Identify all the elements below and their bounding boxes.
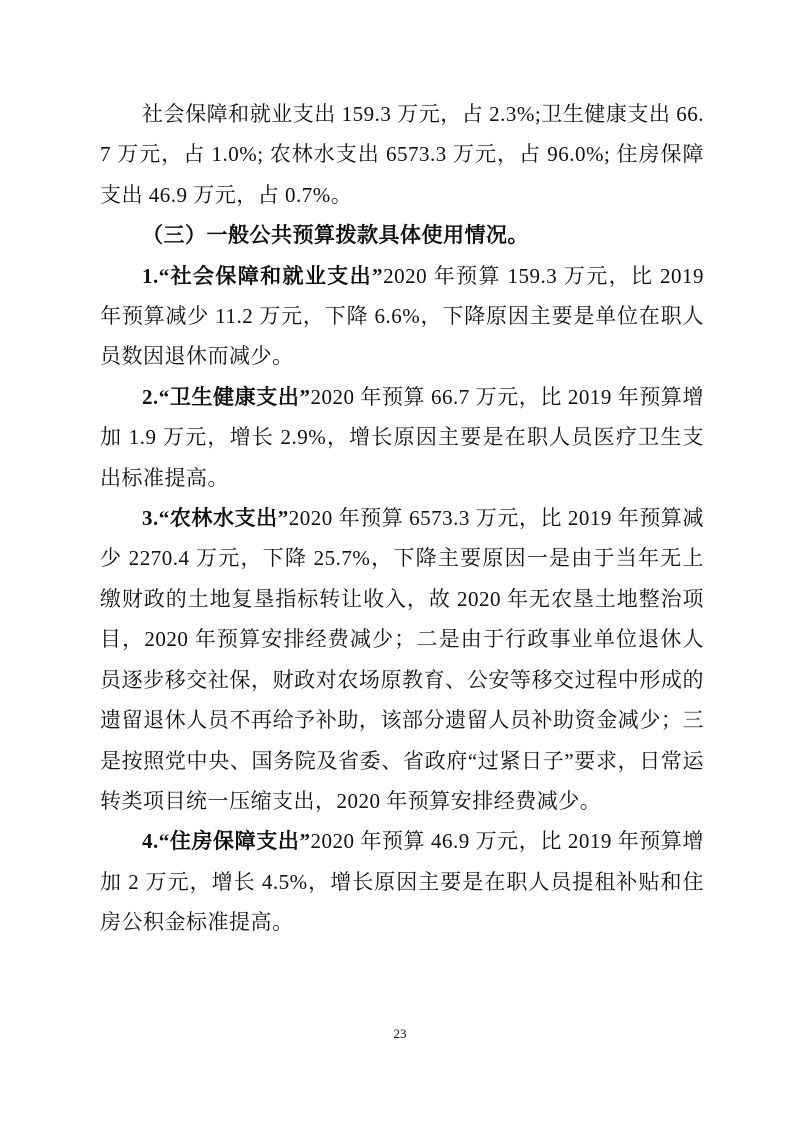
item-4-body: 2020 年预算 46.9 万元，比 2019 年预算增加 2 万元，增长 4.5%，增长原因主要是在职人员提租补贴和住房公积金标准提高。 — [100, 829, 705, 935]
item-2-title: 2.“卫生健康支出” — [142, 384, 311, 409]
item-2-body: 2020 年预算 66.7 万元，比 2019 年预算增加 1.9 万元，增长 2.9%，增长原因主要是在职人员医疗卫生支出标准提高。 — [100, 384, 705, 490]
item-1-title: 1.“社会保障和就业支出” — [142, 263, 384, 288]
intro-paragraph — [100, 94, 704, 215]
section-heading: （三）一般公共预算拨款具体使用情况。 — [142, 223, 529, 248]
document-body — [100, 94, 704, 943]
item-3-body: 2020 年预算 6573.3 万元，比 2019 年预算减少 2270.4 万元，下降 25.7%，下降主要原因一是由于当年无上缴财政的土地复垦指标转让收入，故 2020 年无农垦土地整治项目，2020 年预算安排经费减少；二是由于行政事业单位退休人员逐步移交社保，财政对农场原教育、公安等移交过程中形成的遗留退休人员不再给予补助，该部分遗留人员补助资金减少；三是按照党中央、国务院及省委、省政府“过紧日子”要求，日常运转类项目统一压缩支出，2020 年预算安排经费减少。 — [100, 506, 704, 813]
item-paragraph-4 — [100, 821, 704, 942]
item-4-title: 4.“住房保障支出” — [142, 829, 311, 854]
intro-text: 社会保障和就业支出 159.3 万元，占 2.3%;卫生健康支出 66.7 万元，占 1.0%; 农林水支出 6573.3 万元，占 96.0%; 住房保障支出 46.9 万元，占 0.7%。 — [100, 102, 704, 207]
item-1-body: 2020 年预算 159.3 万元，比 2019 年预算减少 11.2 万元，下降 6.6%，下降原因主要是单位在职人员数因退休而减少。 — [100, 263, 705, 369]
item-paragraph-3 — [100, 498, 704, 821]
item-paragraph-1 — [100, 256, 704, 377]
item-paragraph-2 — [100, 377, 704, 498]
item-3-title: 3.“农林水支出” — [142, 506, 289, 531]
page-number: 23 — [393, 1026, 407, 1041]
